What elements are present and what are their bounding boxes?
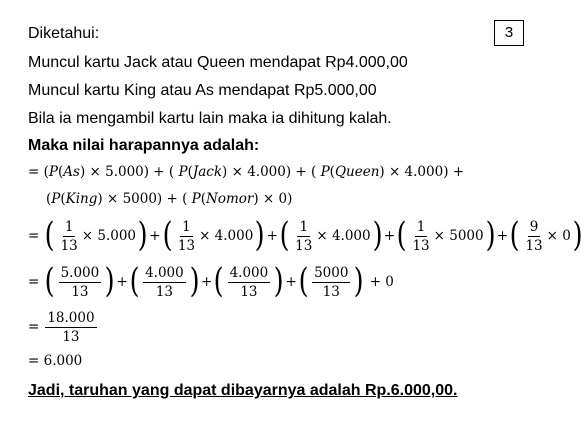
step2-fraction-4: $\frac{1}{13}$ xyxy=(412,218,430,254)
step2-fraction-1: $\frac{1}{13}$ xyxy=(60,218,78,254)
step3-fraction-3: $\frac{4.000}{13}$ xyxy=(229,264,269,300)
step1-line-a: = (P(As) × 5.000) + ( P(Jack) × 4.000) + ( P(Queen) × 4.000) + xyxy=(28,164,465,180)
step2-fraction-5: $\frac{9}{13}$ xyxy=(525,218,543,254)
step3-fraction-2: $\frac{4.000}{13}$ xyxy=(145,264,184,300)
step2-row: = ( $\frac{1}{13}$ × 5.000 ) + ( $\frac{1}{13}$ × 4.000 ) + ( $\frac{1}{13}$ × 4.000 ) + ( $\frac{1}{13}$ × 5000 ) + ( $\frac{9}{13}$ × 0 ) xyxy=(28,215,583,255)
conclusion: Jadi, taruhan yang dapat dibayarnya adalah Rp.6.000,00. xyxy=(28,382,458,399)
step3-fraction-4: $\frac{5000}{13}$ xyxy=(314,264,349,300)
step4-row: = $\frac{18.000}{13}$ xyxy=(28,309,95,345)
step2-fraction-3: $\frac{1}{13}$ xyxy=(295,218,313,254)
page-number-box: 3 xyxy=(494,20,524,46)
given-heading: Diketahui: xyxy=(28,25,100,42)
step3-fraction-1: $\frac{5.000}{13}$ xyxy=(60,264,100,300)
given-line-other-card: Bila ia mengambil kartu lain maka ia dihitung kalah. xyxy=(28,110,392,127)
step3-row: = ( $\frac{5.000}{13}$ ) + ( $\frac{4.000}{13}$ ) + ( $\frac{4.000}{13}$ ) + ( $\frac{5000}{13}$ ) + 0 xyxy=(28,261,394,301)
step3-tail: + 0 xyxy=(369,274,394,291)
step5-result: = 6.000 xyxy=(28,353,83,369)
step2-fraction-2: $\frac{1}{13}$ xyxy=(177,218,196,254)
expectation-heading: Maka nilai harapannya adalah: xyxy=(28,137,260,154)
given-line-jack-queen: Muncul kartu Jack atau Queen mendapat Rp4.000,00 xyxy=(28,54,408,71)
step1-line-b: (P(King) × 5000) + ( P(Nomor) × 0) xyxy=(46,191,293,207)
step4-fraction: $\frac{18.000}{13}$ xyxy=(47,309,95,345)
given-line-king-as: Muncul kartu King atau As mendapat Rp5.000,00 xyxy=(28,82,377,99)
